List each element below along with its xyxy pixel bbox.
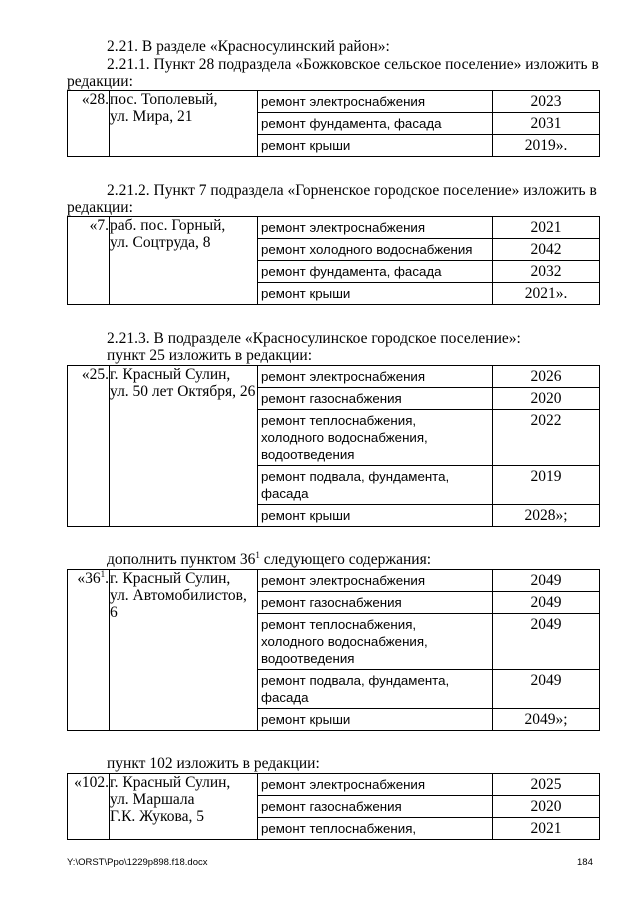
table-row bbox=[258, 709, 599, 731]
address-line: г. Красный Сулин, bbox=[110, 570, 231, 587]
table-row bbox=[258, 796, 599, 818]
superscript: 1 bbox=[255, 549, 260, 560]
table-row bbox=[258, 670, 599, 709]
year-cell: 2021 bbox=[493, 217, 600, 239]
item-number: «25. bbox=[68, 366, 110, 527]
para-2-21-2-line2: редакции: bbox=[67, 199, 133, 216]
year-cell: 2019». bbox=[524, 137, 568, 154]
work-line: ремонт подвала, фундамента, bbox=[261, 673, 450, 688]
work-line: фасада bbox=[261, 486, 309, 501]
work-cell: ремонт электроснабжения bbox=[258, 774, 493, 796]
table-row bbox=[258, 570, 599, 592]
work-cell: ремонт холодного водоснабжения bbox=[258, 239, 493, 261]
address-line: г. Красный Сулин, bbox=[110, 366, 231, 383]
year-cell: 2019 bbox=[493, 466, 600, 505]
address-line: ул. Автомобилистов, 6 bbox=[110, 587, 247, 621]
item-address bbox=[110, 570, 258, 731]
item-address bbox=[110, 366, 258, 527]
table-row bbox=[258, 592, 599, 614]
item-number bbox=[68, 570, 110, 731]
item-number: «102. bbox=[68, 774, 110, 840]
table-row bbox=[258, 91, 599, 113]
work-line: фасада bbox=[261, 690, 309, 705]
address-line: раб. пос. Горный, bbox=[110, 217, 226, 234]
address-line: ул. 50 лет Октября, 26 bbox=[110, 383, 256, 400]
table-row bbox=[258, 410, 599, 466]
table-row bbox=[258, 388, 599, 410]
work-cell: ремонт теплоснабжения, bbox=[258, 818, 493, 840]
year-cell: 2049»; bbox=[524, 711, 568, 728]
work-line: водоотведения bbox=[261, 447, 355, 462]
work-cell: ремонт крыши bbox=[258, 709, 493, 731]
table-row bbox=[258, 239, 599, 261]
footer-file-path: Y:\ORST\Ppo\1229p898.f18.docx bbox=[67, 857, 208, 868]
year-cell: 2022 bbox=[493, 410, 600, 466]
table-row bbox=[258, 466, 599, 505]
table-item-25 bbox=[67, 365, 600, 527]
work-cell bbox=[258, 614, 493, 670]
work-cell: ремонт крыши bbox=[258, 135, 493, 157]
table-item-7 bbox=[67, 216, 600, 305]
year-cell: 2026 bbox=[493, 366, 600, 388]
item-address bbox=[110, 774, 258, 840]
work-line: водоотведения bbox=[261, 651, 355, 666]
table-row bbox=[258, 217, 599, 239]
table-row bbox=[258, 283, 599, 305]
year-cell: 2020 bbox=[493, 796, 600, 818]
para-2-21-2-line1: 2.21.2. Пункт 7 подраздела «Горненское городское поселение» изложить в bbox=[107, 182, 597, 199]
address-line: Г.К. Жукова, 5 bbox=[110, 808, 205, 825]
year-cell: 2025 bbox=[493, 774, 600, 796]
year-cell: 2028»; bbox=[524, 507, 568, 524]
table-item-102 bbox=[67, 773, 600, 840]
year-cell: 2032 bbox=[493, 261, 600, 283]
para-item-36-1 bbox=[107, 551, 431, 568]
table-row bbox=[258, 366, 599, 388]
address-line: г. Красный Сулин, bbox=[110, 774, 231, 791]
address-line: ул. Соцтруда, 8 bbox=[110, 234, 211, 251]
item-number: «28. bbox=[68, 91, 110, 157]
work-cell bbox=[258, 670, 493, 709]
table-item-36-1 bbox=[67, 569, 600, 731]
year-cell: 2049 bbox=[493, 570, 600, 592]
work-cell: ремонт газоснабжения bbox=[258, 592, 493, 614]
table-row bbox=[258, 261, 599, 283]
address-line: ул. Маршала bbox=[110, 791, 195, 808]
work-cell bbox=[258, 466, 493, 505]
work-cell: ремонт электроснабжения bbox=[258, 91, 493, 113]
table-row bbox=[258, 818, 599, 840]
intro-text: дополнить пунктом 36 bbox=[107, 551, 256, 568]
work-line: ремонт подвала, фундамента, bbox=[261, 469, 450, 484]
para-item-102: пункт 102 изложить в редакции: bbox=[107, 755, 320, 772]
year-cell: 2049 bbox=[493, 670, 600, 709]
year-cell: 2049 bbox=[493, 614, 600, 670]
item-address bbox=[110, 217, 258, 305]
table-row bbox=[258, 113, 599, 135]
work-cell: ремонт крыши bbox=[258, 283, 493, 305]
para-2-21-3-line2: пункт 25 изложить в редакции: bbox=[107, 347, 313, 364]
work-cell: ремонт газоснабжения bbox=[258, 388, 493, 410]
work-cell: ремонт фундамента, фасада bbox=[258, 113, 493, 135]
work-cell: ремонт крыши bbox=[258, 505, 493, 527]
table-row bbox=[258, 505, 599, 527]
number-text: . bbox=[105, 570, 109, 587]
work-cell: ремонт электроснабжения bbox=[258, 570, 493, 592]
work-cell bbox=[258, 410, 493, 466]
item-address bbox=[110, 91, 258, 157]
para-2-21-3-line1: 2.21.3. В подразделе «Красносулинское городское поселение»: bbox=[107, 330, 521, 347]
intro-text: следующего содержания: bbox=[259, 551, 432, 568]
table-row bbox=[258, 135, 599, 157]
address-line: ул. Мира, 21 bbox=[110, 108, 193, 125]
year-cell: 2049 bbox=[493, 592, 600, 614]
year-cell: 2020 bbox=[493, 388, 600, 410]
para-2-21-1-line2: редакции: bbox=[67, 73, 133, 90]
table-row bbox=[258, 614, 599, 670]
year-cell: 2042 bbox=[493, 239, 600, 261]
number-text: «36 bbox=[77, 570, 101, 587]
superscript: 1 bbox=[100, 568, 106, 579]
work-cell: ремонт электроснабжения bbox=[258, 366, 493, 388]
work-cell: ремонт газоснабжения bbox=[258, 796, 493, 818]
address-line: пос. Тополевый, bbox=[110, 91, 218, 108]
work-line: ремонт теплоснабжения, bbox=[261, 413, 417, 428]
work-line: холодного водоснабжения, bbox=[261, 634, 428, 649]
work-line: холодного водоснабжения, bbox=[261, 430, 428, 445]
heading-2-21: 2.21. В разделе «Красносулинский район»: bbox=[107, 38, 390, 55]
year-cell: 2031 bbox=[493, 113, 600, 135]
footer-page-number: 184 bbox=[577, 857, 593, 868]
table-row bbox=[258, 774, 599, 796]
year-cell: 2023 bbox=[493, 91, 600, 113]
work-cell: ремонт фундамента, фасада bbox=[258, 261, 493, 283]
item-number: «7. bbox=[68, 217, 110, 305]
year-cell: 2021 bbox=[530, 820, 562, 837]
year-cell: 2021». bbox=[524, 285, 568, 302]
para-2-21-1-line1: 2.21.1. Пункт 28 подраздела «Божковское сельское поселение» изложить в bbox=[107, 56, 599, 73]
work-line: ремонт теплоснабжения, bbox=[261, 617, 417, 632]
work-cell: ремонт электроснабжения bbox=[258, 217, 493, 239]
table-item-28 bbox=[67, 90, 600, 157]
